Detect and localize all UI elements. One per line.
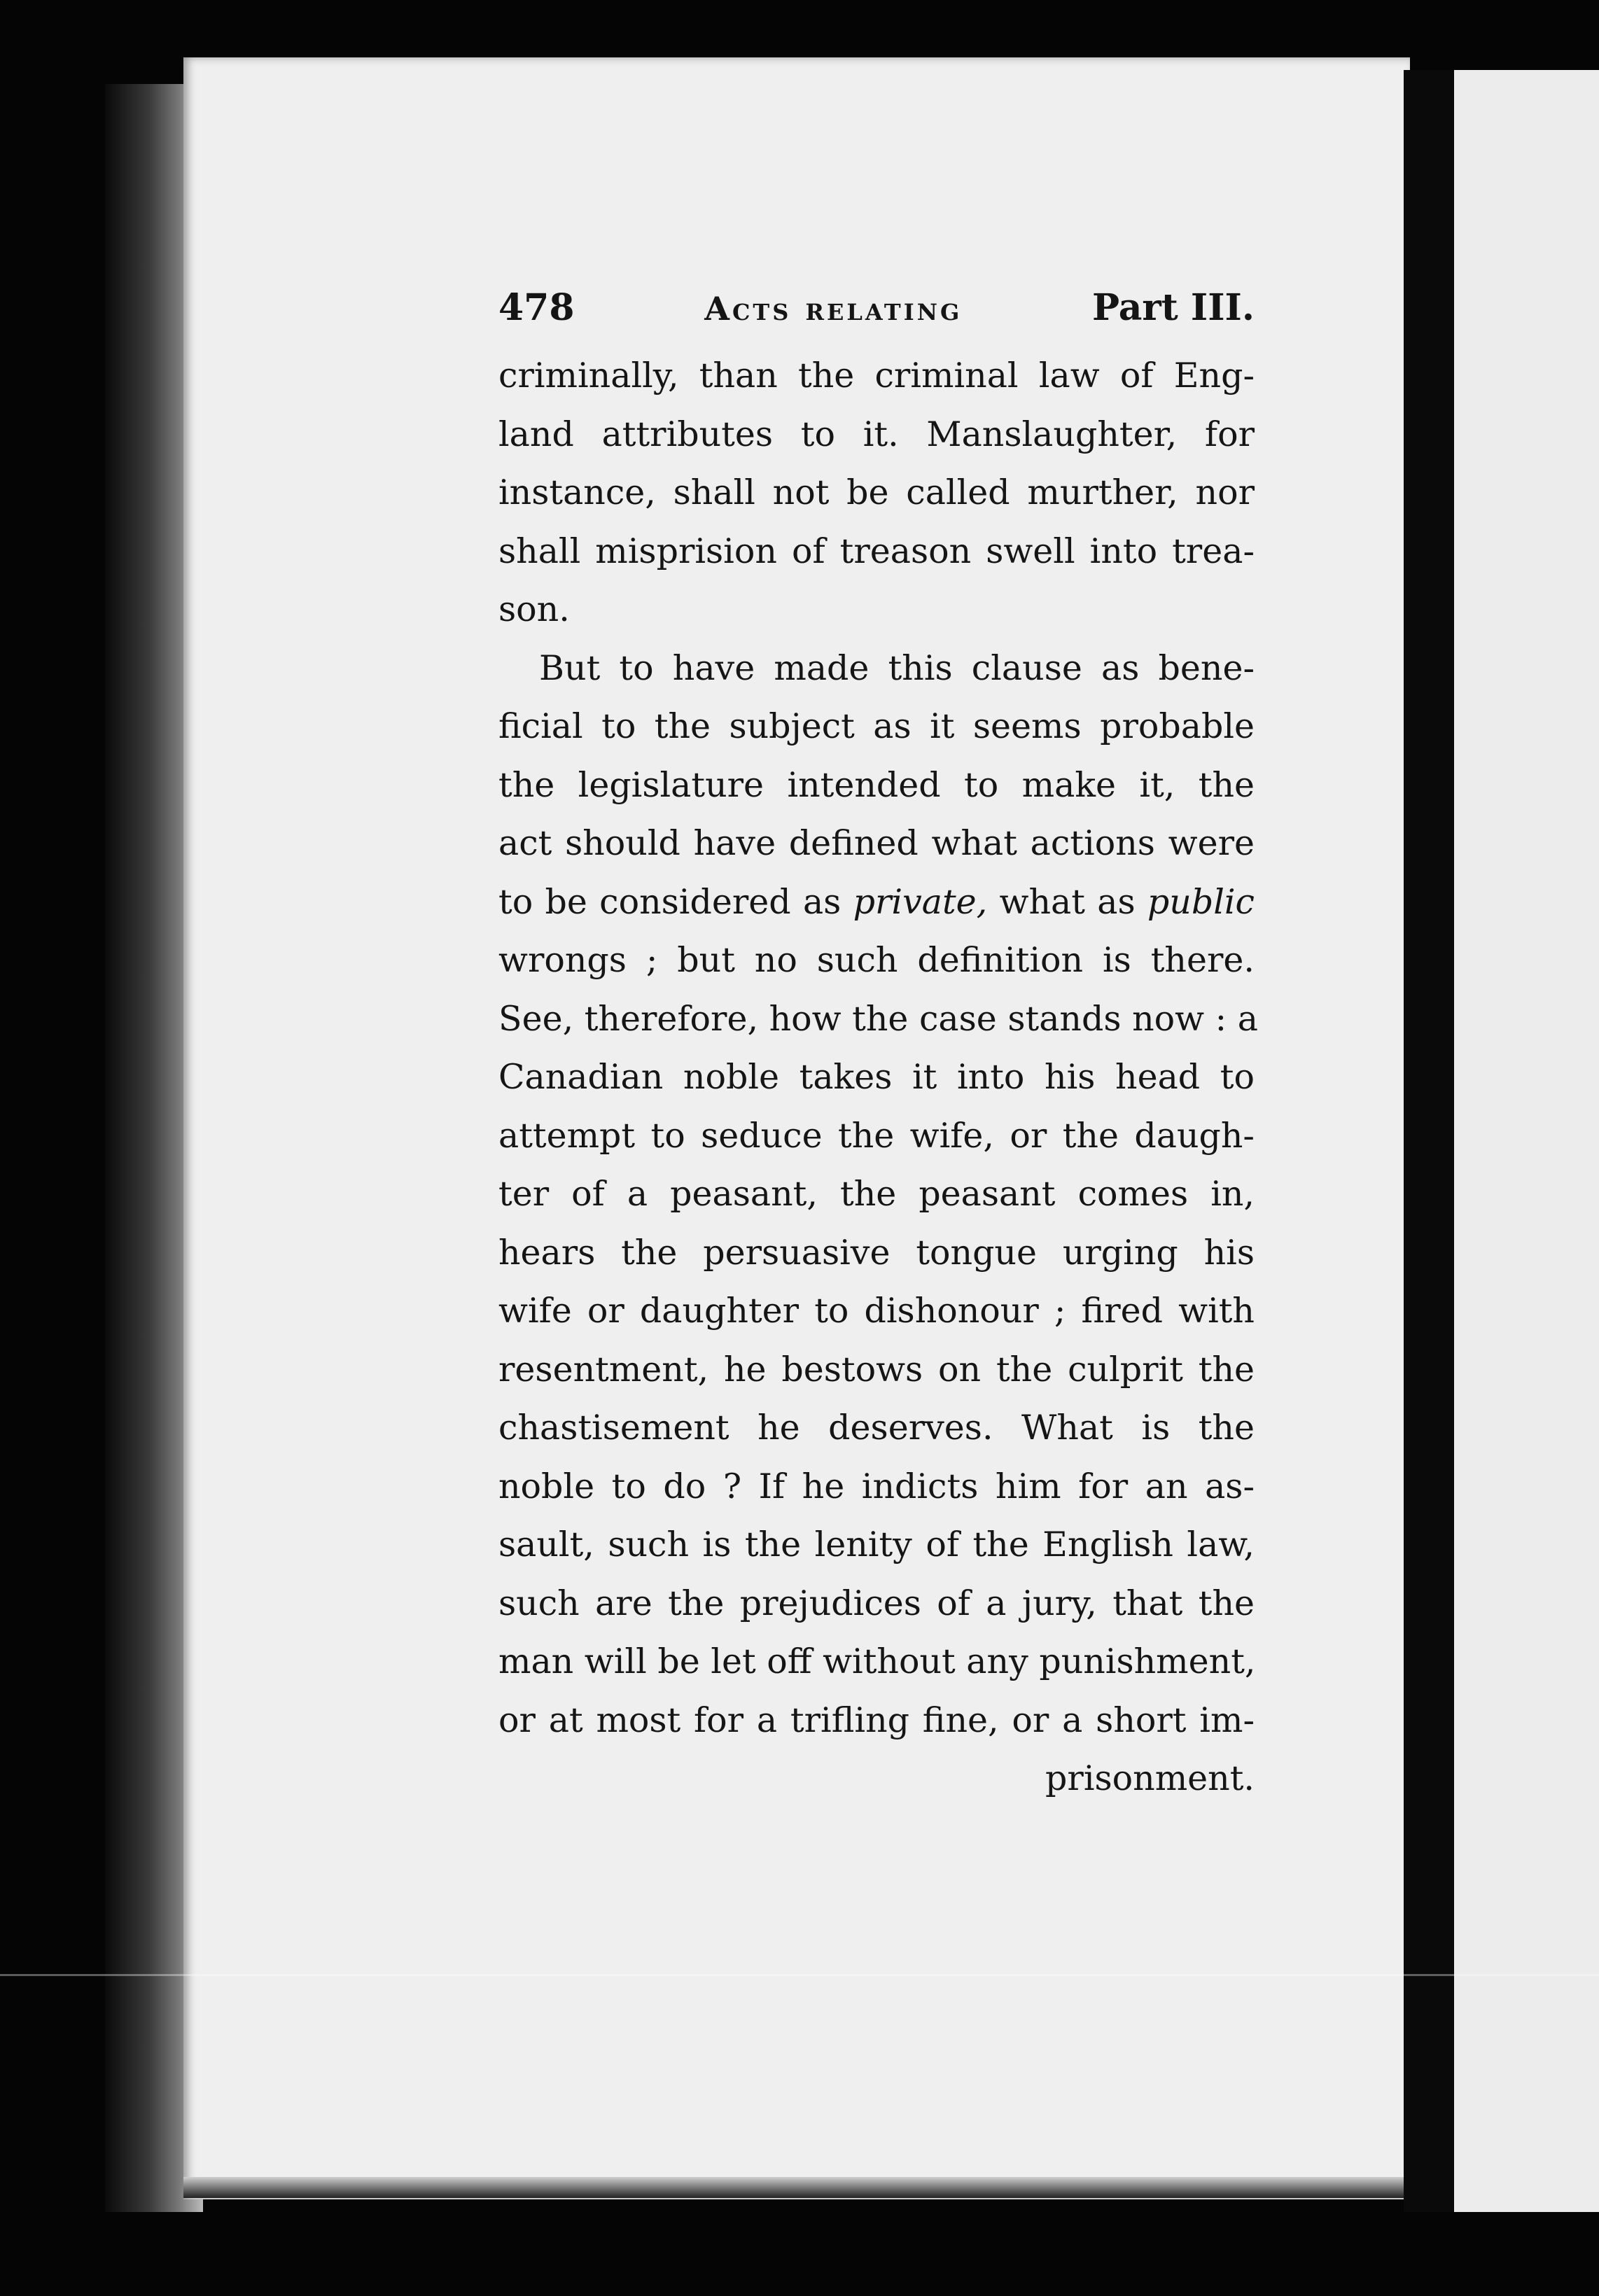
- text-line-with-italics: [498, 873, 1255, 932]
- text-line: instance, shall not be called murther, nor: [498, 472, 1255, 512]
- paragraph-1: [498, 346, 1255, 639]
- text-line: land attributes to it. Manslaughter, for: [498, 414, 1255, 454]
- text-line: ficial to the subject as it seems probable: [498, 706, 1255, 746]
- part-label: Part III.: [1091, 286, 1255, 329]
- running-title: Acts relating: [704, 290, 963, 328]
- text-line: criminally, than the criminal law of Eng-: [498, 356, 1255, 396]
- text-line: the legislature intended to make it, the: [498, 764, 1255, 805]
- facing-page-edge: [1454, 70, 1599, 2212]
- page-number: 478: [498, 286, 575, 329]
- text-line: Canadian noble takes it into his head to: [498, 1057, 1255, 1097]
- text-line: shall misprision of treason swell into trea-: [498, 531, 1255, 571]
- text-line: ter of a peasant, the peasant comes in,: [498, 1174, 1255, 1214]
- text-line: son.: [498, 589, 570, 629]
- text-line: resentment, he bestows on the culprit the: [498, 1349, 1255, 1390]
- text-line: attempt to seduce the wife, or the daugh-: [498, 1115, 1255, 1156]
- italic-word-public: public: [1147, 881, 1255, 922]
- text-line: act should have defined what actions were: [498, 823, 1255, 863]
- catchword: prisonment.: [1045, 1758, 1255, 1798]
- italic-word-private: private,: [853, 881, 988, 922]
- text-line: See, therefore, how the case stands now : a: [498, 998, 1258, 1039]
- page-text: [498, 270, 1258, 1808]
- text-line: or at most for a trifling fine, or a short im-: [498, 1700, 1255, 1740]
- text-line: chastisement he deserves. What is the: [498, 1408, 1255, 1448]
- text-line: wife or daughter to dishonour ; fired with: [498, 1291, 1255, 1331]
- paragraph-2: [498, 639, 1258, 1808]
- text-line: man will be let off without any punishment,: [498, 1642, 1256, 1681]
- text-run: what as: [987, 881, 1147, 922]
- text-line: such are the prejudices of a jury, that the: [498, 1583, 1255, 1623]
- scan-line: [0, 1974, 1599, 1976]
- text-line: wrongs ; but no such definition is there.: [498, 940, 1255, 980]
- running-head: [498, 270, 1255, 346]
- book-gutter: [1404, 70, 1454, 2212]
- page-bottom-edge: [183, 2177, 1410, 2198]
- text-line: But to have made this clause as bene-: [539, 648, 1255, 688]
- text-run: to be considered as: [498, 881, 853, 922]
- text-line: sault, such is the lenity of the English law,: [498, 1525, 1255, 1564]
- text-line: noble to do ? If he indicts him for an as-: [498, 1466, 1255, 1506]
- text-line: hears the persuasive tongue urging his: [498, 1232, 1255, 1273]
